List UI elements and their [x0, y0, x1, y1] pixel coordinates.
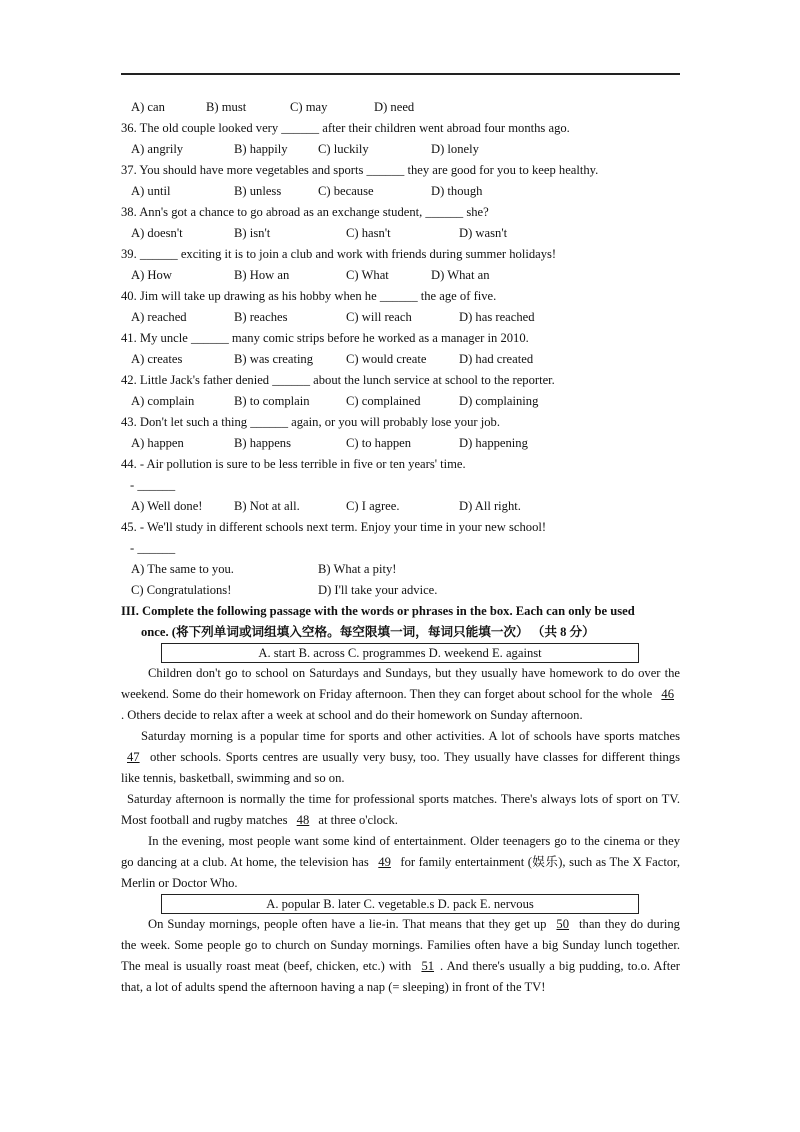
q41-options [121, 349, 680, 370]
option-d: D) had created [459, 352, 534, 366]
option-d: D) has reached [459, 310, 535, 324]
paragraph-text: Children don't go to school on Saturdays and Sundays, but they usually have homework to do over the weekend. Some do their homework on Friday afternoon. Then they can forget about school for the whole [121, 666, 680, 701]
option-b: B) Not at all. [234, 499, 300, 513]
option-b: B) What a pity! [318, 562, 397, 576]
blank-47: 47 [127, 750, 140, 764]
option-a: A) reached [131, 310, 187, 324]
q40-options [121, 307, 680, 328]
option-c: C) hasn't [346, 226, 391, 240]
blank-46: 46 [661, 687, 675, 701]
option-a: A) The same to you. [131, 562, 234, 576]
option-c: C) I agree. [346, 499, 400, 513]
section-3-title-line2: once. (将下列单词或词组填入空格。每空限填一词，每词只能填一次） （共 8 分） [141, 625, 595, 639]
paragraph-text: Saturday morning is a popular time for sports and other activities. A lot of schools have sports matches [141, 729, 680, 743]
paragraph-text: In the evening, most people want some kind of entertainment. Older teenagers go to the cinema or they go dancing at a club. At home, the television has [121, 834, 680, 869]
q45-options-row2 [121, 580, 680, 601]
q36-options [121, 139, 680, 160]
question-41: 41. My uncle ______ many comic strips before he worked as a manager in 2010. [121, 331, 529, 345]
paragraph-1 [121, 663, 680, 726]
option-c: C) will reach [346, 310, 412, 324]
question-42: 42. Little Jack's father denied ______ about the lunch service at school to the reporter. [121, 373, 555, 387]
option-d: D) though [431, 184, 483, 198]
option-b: B) must [206, 100, 247, 114]
option-a: A) complain [131, 394, 195, 408]
top-rule [121, 73, 680, 75]
question-43: 43. Don't let such a thing ______ again, or you will probably lose your job. [121, 415, 500, 429]
q37-options [121, 181, 680, 202]
question-45: 45. - We'll study in different schools next term. Enjoy your time in your new school! [121, 520, 547, 534]
option-c: C) What [346, 268, 389, 282]
option-b: B) unless [234, 184, 282, 198]
option-c: C) complained [346, 394, 421, 408]
option-d: D) happening [459, 436, 528, 450]
q44-options [121, 496, 680, 517]
option-d: D) complaining [459, 394, 539, 408]
question-38: 38. Ann's got a chance to go abroad as an exchange student, ______ she? [121, 205, 489, 219]
paragraph-text: other schools. Sports centres are usually very busy, too. They usually have classes for different things like tennis, basketball, swimming and so on. [121, 750, 680, 785]
option-c: C) may [290, 100, 328, 114]
question-37: 37. You should have more vegetables and sports ______ they are good for you to keep healthy. [121, 163, 599, 177]
paragraph-2 [121, 726, 680, 789]
paragraph-text: at three o'clock. [318, 813, 398, 827]
option-d: D) need [374, 100, 415, 114]
option-b: B) to complain [234, 394, 310, 408]
option-c: C) would create [346, 352, 427, 366]
q45-options-row1 [121, 559, 680, 580]
option-c: C) to happen [346, 436, 412, 450]
option-a: A) How [131, 268, 172, 282]
paragraph-text: . Others decide to relax after a week at school and do their homework on Sunday afternoon. [121, 708, 583, 722]
option-b: B) reaches [234, 310, 288, 324]
q44-reply-blank: - ______ [130, 478, 176, 492]
option-d: D) All right. [459, 499, 521, 513]
option-d: D) wasn't [459, 226, 508, 240]
paragraph-text: . And there's usually a big pudding, to.o. After that, a lot of adults spend the afternoon having a nap (= sleeping) in front of the TV! [121, 959, 680, 994]
option-a: A) until [131, 184, 171, 198]
q39-options [121, 265, 680, 286]
word-box-1: A. start B. across C. programmes D. weekend E. against [161, 643, 639, 663]
exam-page [121, 97, 680, 998]
section-3-title-line1: III. Complete the following passage with the words or phrases in the box. Each can only be used [121, 604, 635, 618]
option-a: A) can [131, 100, 165, 114]
question-39: 39. ______ exciting it is to join a club and work with friends during summer holidays! [121, 247, 557, 261]
word-box-2: A. popular B. later C. vegetable.s D. pack E. nervous [161, 894, 639, 914]
paragraph-3 [121, 789, 680, 831]
option-b: B) happily [234, 142, 288, 156]
option-c: C) Congratulations! [131, 583, 232, 597]
option-d: D) I'll take your advice. [318, 583, 438, 597]
option-a: A) doesn't [131, 226, 183, 240]
q45-reply-blank: - ______ [130, 541, 176, 555]
paragraph-5 [121, 914, 680, 998]
option-d: D) lonely [431, 142, 479, 156]
blank-48: 48 [296, 813, 310, 827]
blank-49: 49 [378, 855, 391, 869]
option-b: B) happens [234, 436, 292, 450]
option-a: A) happen [131, 436, 184, 450]
q38-options [121, 223, 680, 244]
blank-51: 51 [421, 959, 435, 973]
paragraph-text: than they do during the week. Some people go to church on Sunday mornings. Families often have a big Sunday lunch together. The meal is usually roast meat (beef, chicken, etc.) with [121, 917, 680, 973]
paragraph-text: On Sunday mornings, people often have a lie-in. That means that they get up [148, 917, 547, 931]
question-40: 40. Jim will take up drawing as his hobby when he ______ the age of five. [121, 289, 497, 303]
blank-50: 50 [556, 917, 570, 931]
option-a: A) angrily [131, 142, 184, 156]
option-d: D) What an [431, 268, 490, 282]
option-b: B) isn't [234, 226, 271, 240]
option-a: A) Well done! [131, 499, 203, 513]
q35-options [121, 97, 680, 118]
q43-options [121, 433, 680, 454]
option-b: B) was creating [234, 352, 314, 366]
paragraph-text: Saturday afternoon is normally the time for professional sports matches. There's always lots of sport on TV. Most football and rugby matches [121, 792, 680, 827]
option-b: B) How an [234, 268, 290, 282]
paragraph-4 [121, 831, 680, 894]
option-c: C) because [318, 184, 374, 198]
q42-options [121, 391, 680, 412]
question-36: 36. The old couple looked very ______ after their children went abroad four months ago. [121, 121, 570, 135]
paragraph-text: for family entertainment (娱乐), such as The X Factor, Merlin or Doctor Who. [121, 855, 680, 890]
question-44: 44. - Air pollution is sure to be less terrible in five or ten years' time. [121, 457, 466, 471]
section-3-title [121, 601, 680, 643]
option-a: A) creates [131, 352, 183, 366]
option-c: C) luckily [318, 142, 369, 156]
